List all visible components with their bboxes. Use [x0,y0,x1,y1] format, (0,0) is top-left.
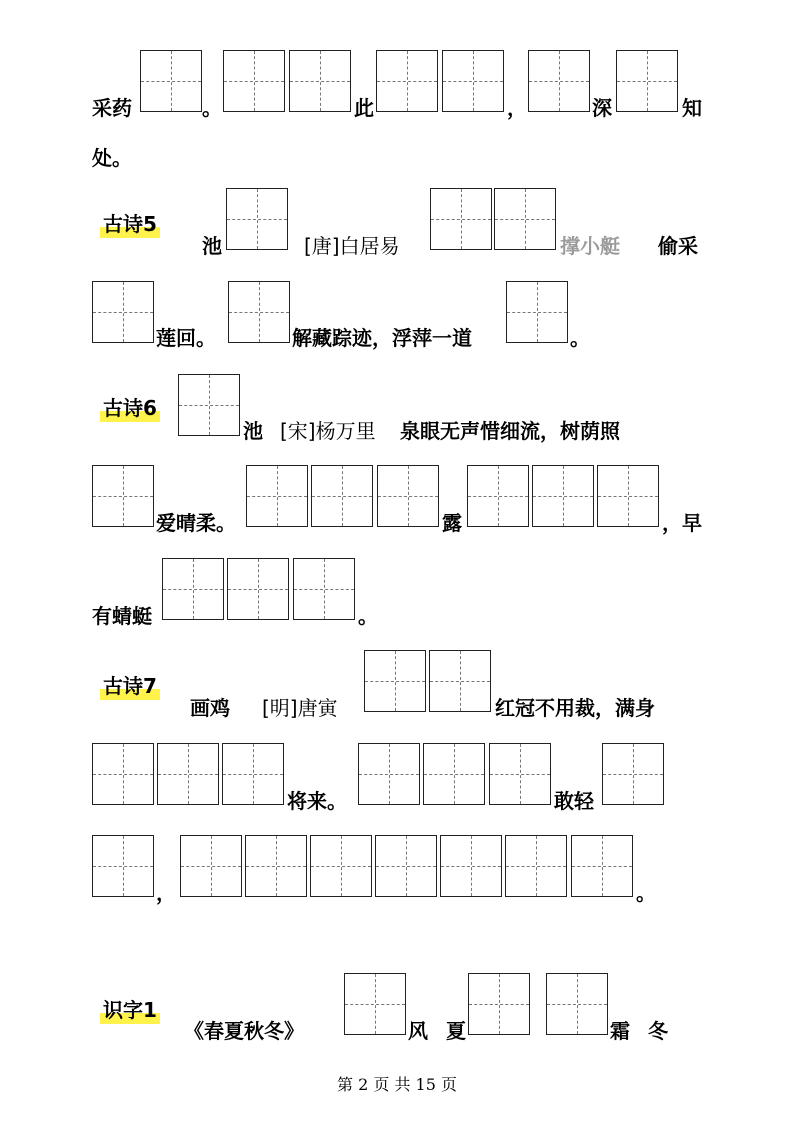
text-zhi: 知 [682,96,702,120]
writing-box[interactable] [528,50,590,112]
text-shen: 深 [592,96,612,120]
writing-box[interactable] [180,835,242,897]
text-chu: 处。 [92,146,132,170]
lesson-text: 夏 [446,1019,466,1043]
poem-tag [103,398,157,418]
lesson-title: 《春夏秋冬》 [184,1019,304,1043]
writing-box[interactable] [92,465,154,527]
poem-author: [唐]白居易 [304,234,400,258]
lesson-text: 风 [408,1019,428,1043]
writing-box[interactable] [246,465,308,527]
poem-author: [宋]杨万里 [280,419,376,443]
writing-box[interactable] [375,835,437,897]
poem-text: 有蜻蜓 [92,604,152,628]
writing-box[interactable] [489,743,551,805]
text-ci: 此 [354,96,374,120]
text-comma: ， [507,96,527,120]
poem-text: ， [156,881,176,905]
poem-text: 露 [442,511,462,535]
poem-tag-label: 古诗6 [103,396,157,420]
writing-box[interactable] [222,743,284,805]
writing-box[interactable] [440,835,502,897]
writing-box[interactable] [467,465,529,527]
poem-text: 红冠不用裁，满身 [495,696,655,720]
writing-box[interactable] [429,650,491,712]
writing-box[interactable] [226,188,288,250]
writing-box[interactable] [310,835,372,897]
poem-text: ，早 [662,511,702,535]
writing-box[interactable] [245,835,307,897]
writing-box[interactable] [92,835,154,897]
writing-box[interactable] [162,558,224,620]
lesson-text: 霜 [610,1019,630,1043]
writing-box[interactable] [423,743,485,805]
lesson-tag [103,1000,157,1020]
writing-box[interactable] [92,281,154,343]
poem-title: 池 [202,234,222,258]
writing-box[interactable] [616,50,678,112]
writing-box[interactable] [364,650,426,712]
writing-box[interactable] [571,835,633,897]
writing-box[interactable] [442,50,504,112]
poem-text: 爱晴柔。 [156,511,236,535]
poem-text: 偷采 [658,234,698,258]
writing-box[interactable] [223,50,285,112]
poem-text: 莲回。 [156,326,216,350]
writing-box[interactable] [546,973,608,1035]
writing-box[interactable] [344,973,406,1035]
poem-text: 撑小艇 [560,234,620,258]
poem-tag-label: 古诗5 [103,212,157,236]
writing-box[interactable] [377,465,439,527]
writing-box[interactable] [178,374,240,436]
writing-box[interactable] [597,465,659,527]
writing-box[interactable] [228,281,290,343]
writing-box[interactable] [376,50,438,112]
writing-box[interactable] [293,558,355,620]
text-period: 。 [202,96,222,120]
writing-box[interactable] [468,973,530,1035]
lesson-text: 冬 [648,1019,668,1043]
writing-box[interactable] [430,188,492,250]
poem-author: [明]唐寅 [262,696,338,720]
page-footer: 第 2 页 共 15 页 [337,1075,457,1094]
poem-text: 将来。 [287,789,347,813]
poem-tag-label: 古诗7 [103,674,157,698]
poem-text: 泉眼无声惜细流，树荫照 [400,419,620,443]
lesson-tag-label: 识字1 [103,998,157,1022]
poem-tag [103,214,157,234]
poem-text: 。 [636,881,656,905]
writing-box[interactable] [532,465,594,527]
writing-box[interactable] [506,281,568,343]
writing-box[interactable] [505,835,567,897]
writing-box[interactable] [602,743,664,805]
writing-box[interactable] [157,743,219,805]
poem-text: 。 [570,326,590,350]
writing-box[interactable] [494,188,556,250]
poem-text: 敢轻 [554,789,594,813]
writing-box[interactable] [311,465,373,527]
text-caiyao: 采药 [92,96,132,120]
poem-text: 。 [358,604,378,628]
writing-box[interactable] [227,558,289,620]
writing-box[interactable] [140,50,202,112]
writing-box[interactable] [289,50,351,112]
poem-tag [103,676,157,696]
writing-box[interactable] [358,743,420,805]
poem-text: 解藏踪迹，浮萍一道 [292,326,472,350]
writing-box[interactable] [92,743,154,805]
poem-title: 画鸡 [190,696,230,720]
poem-title: 池 [243,419,263,443]
